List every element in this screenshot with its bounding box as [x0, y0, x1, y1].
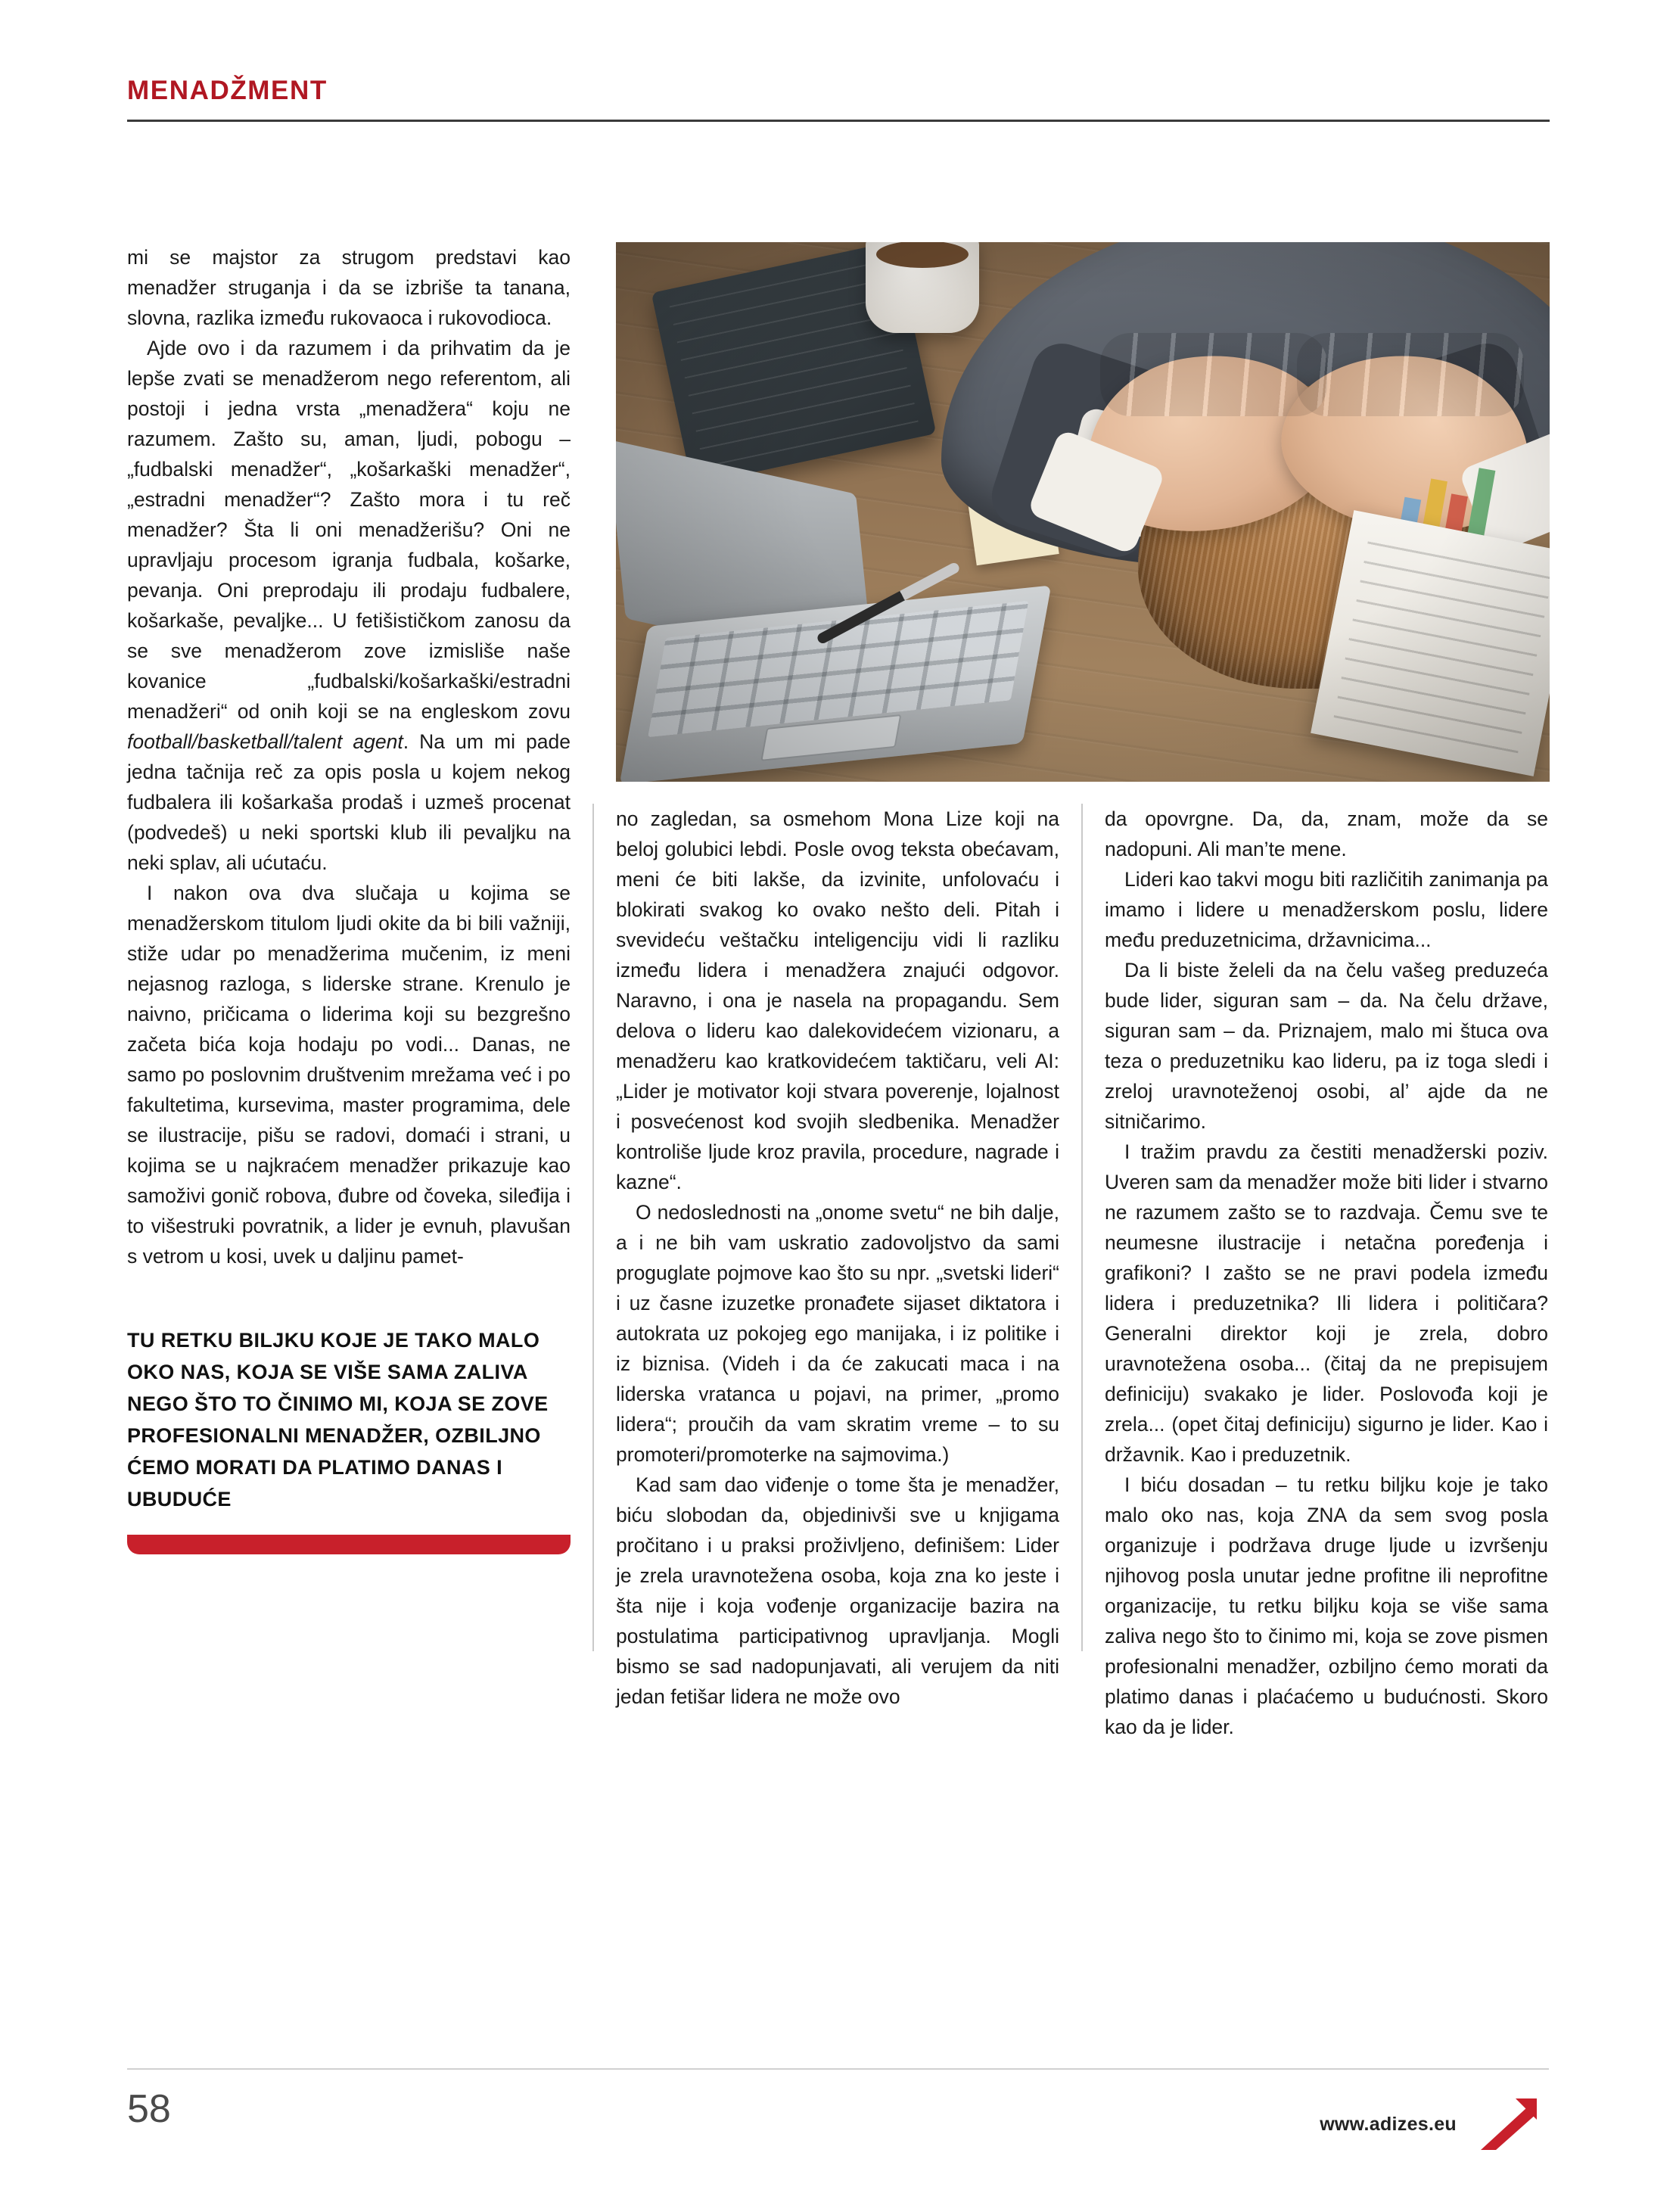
column-divider-left [592, 804, 594, 1651]
column-right [1105, 242, 1548, 1742]
paragraph: da opovrgne. Da, da, znam, može da se nadopuni. Ali man’te mene. [1105, 807, 1548, 860]
page-footer [127, 2082, 1549, 2142]
paragraph [127, 333, 571, 878]
website-url[interactable]: www.adizes.eu [1320, 2113, 1457, 2135]
article-body [127, 242, 1550, 1742]
paragraph: Lideri kao takvi mogu biti različitih zanimanja pa imamo i lidere u menadžerskom poslu, lidere među preduzetnicima, državnicima... [1105, 868, 1548, 951]
paragraph: mi se majstor za strugom predstavi kao menadžer struganja i da se izbriše ta tanana, slovna, razlika između rukovaoca i rukovodioca. [127, 246, 571, 329]
paragraph: I nakon ova dva slučaja u kojima se menadžerskom titulom ljudi okite da bi bili važniji, stiže udar po menadžerima mučenim, iz meni nejasnog razloga, s liderske strane. Krenulo je naivno, pričicama o liderima koji su bezgrešno začeta bića koja hodaju po vodi... Danas, ne samo po poslovnim društvenim mrežama već i po fakultetima, kursevima, master programima, dele se ilustracije, pišu se radovi, domaći i strani, u kojima se u najkraćem menadžer prikazuje kao samoživi gonič robova, đubre od čoveka, sileđija i to višestruki povratnik, a lider je evnuh, plavušan s vetrom u kosi, uvek u daljinu pamet- [127, 882, 571, 1268]
paragraph: Da li biste želeli da na čelu vašeg preduzeća bude lider, siguran sam – da. Na čelu države, siguran sam – da. Priznajem, malo mi štuca ova teza o preduzetniku kao lideru, pa iz toga sledi i zreloj uravnoteženoj osobi, al’ ajde da ne sitničarimo. [1105, 959, 1548, 1133]
paragraph: I tražim pravdu za čestiti menadžerski poziv. Uveren sam da menadžer može biti lider i stvarno ne razumem zašto se to razdvaja. Čemu sve te neumesne ilustracije i netačna poređenja i grafikoni? I zašto se ne pravi podela između lidera i preduzetnika? Ili lidera i političara? Generalni direktor koji je zrela, dobro uravnotežena osoba... (čitaj da ne prepisujem definiciju) svakako je lider. Poslovođa koji je zrela... (opet čitaj definiciju) sigurno je lider. Kao i državnik. Kao i preduzetnik. [1105, 1140, 1548, 1466]
column-divider-right [1081, 804, 1083, 1651]
column-left [127, 242, 571, 1742]
section-title: MENADŽMENT [127, 76, 328, 105]
page-header [127, 76, 1550, 122]
paragraph-text-continued: . Na um mi pade jedna tačnija reč za opis posla u kojem nekog fudbalera ili košarkaša prodaš i uzmeš procenat (podvedeš) u neki sportski klub ili pevaljku na neki splav, ali ućutaću. [127, 730, 571, 874]
column-middle [616, 242, 1059, 1742]
pull-quote: TU RETKU BILJKU KOJE JE TAKO MALO OKO NAS, KOJA SE VIŠE SAMA ZALIVA NEGO ŠTO TO ČINIMO MI, KOJA SE ZOVE PROFESIONALNI MENADŽER, OZBILJNO ĆEMO MORATI DA PLATIMO DANAS I UBUDUĆE [127, 1329, 549, 1510]
paragraph: I biću dosadan – tu retku biljku koje je tako malo oko nas, koja ZNA da sem svog posla organizuje i podržava druge ljude u izvršenju njihovog posla unutar jedne profitne ili neprofitne organizacije, tu retku biljku koja se više sama zaliva nego što to činimo mi, koja se zove pismen profesionalni menadžer, ozbiljno ćemo morati da platimo danas i plaćaćemo u budućnosti. Skoro kao da je lider. [1105, 1473, 1548, 1738]
pull-quote-accent-bar [127, 1535, 571, 1554]
header-divider [127, 120, 1550, 122]
footer-divider [127, 2068, 1549, 2070]
paragraph: no zagledan, sa osmehom Mona Lize koji na beloj golubici lebdi. Posle ovog teksta obećavam, meni će biti lakše, da izvinite, unfolovaću i blokirati svakog ko ovako nešto deli. Pitah i svevideću veštačku inteligenciju vidi li razliku između lidera i menadžera znajući odgovor. Naravno, i ona je nasela na propagandu. Sem delova o lideru kao dalekovidećem vizionaru, a menadžeru kao kratkovidećem taktičaru, veli AI: „Lider je motivator koji stvara poverenje, lojalnost i posvećenost kod svojih sledbenika. Menadžer kontroliše ljude kroz pravila, procedure, nagrade i kazne“. [616, 807, 1059, 1193]
three-column-layout [127, 242, 1550, 1742]
page-number: 58 [127, 2087, 171, 2131]
paragraph-italic-term: football/basketball/talent agent [127, 730, 403, 753]
paragraph: Kad sam dao viđenje o tome šta je menadžer, biću slobodan da, objedinivši sve u knjigama pročitano i u praksi proživljeno, definišem: Lider je zrela uravnotežena osoba, koja zna ko jeste i šta nije i koja vođenje organizacije bazira na postulatima participativnog upravljanja. Mogli bismo se sad nadopunjavati, ali verujem da niti jedan fetišar lidera ne može ovo [616, 1473, 1059, 1708]
adizes-arrow-logo [1476, 2094, 1549, 2154]
paragraph: O nedoslednosti na „onome svetu“ ne bih dalje, a i ne bih vam uskratio zadovoljstvo da sami proguglate pojmove kao što su npr. „svetski lideri“ i uz časne izuzetke pronađete sijaset diktatora i autokrata uz pokojeg ego manijaka, i iz politike i iz biznisa. (Videh i da će zakucati maca i na liderska vratanca u pojavi, na primer, „promo lidera“; proučih da vam skratim vreme – to su promoteri/promoterke na sajmovima.) [616, 1201, 1059, 1466]
paragraph-text: Ajde ovo i da razumem i da prihvatim da je lepše zvati se menadžerom nego referentom, ali postoji i jedna vrsta „menadžera“ koju ne razumem. Zašto su, aman, ljudi, pobogu – „fudbalski menadžer“, „košarkaški menadžer“, „estradni menadžer“? Zašto mora i tu reč menadžer? Šta li oni menadžerišu? Oni ne upravljaju procesom igranja fudbala, košarke, pevanja. Oni preprodaju ili prodaju fudbalere, košarkaše, pevaljke... U fetišističkom zanosu da se sve menadžerom zove izmisliše naše kovanice „fudbalski/košarkaški/estradni menadžeri“ od onih koji se na engleskom zovu [127, 337, 571, 723]
footer-brand [1320, 2094, 1549, 2154]
